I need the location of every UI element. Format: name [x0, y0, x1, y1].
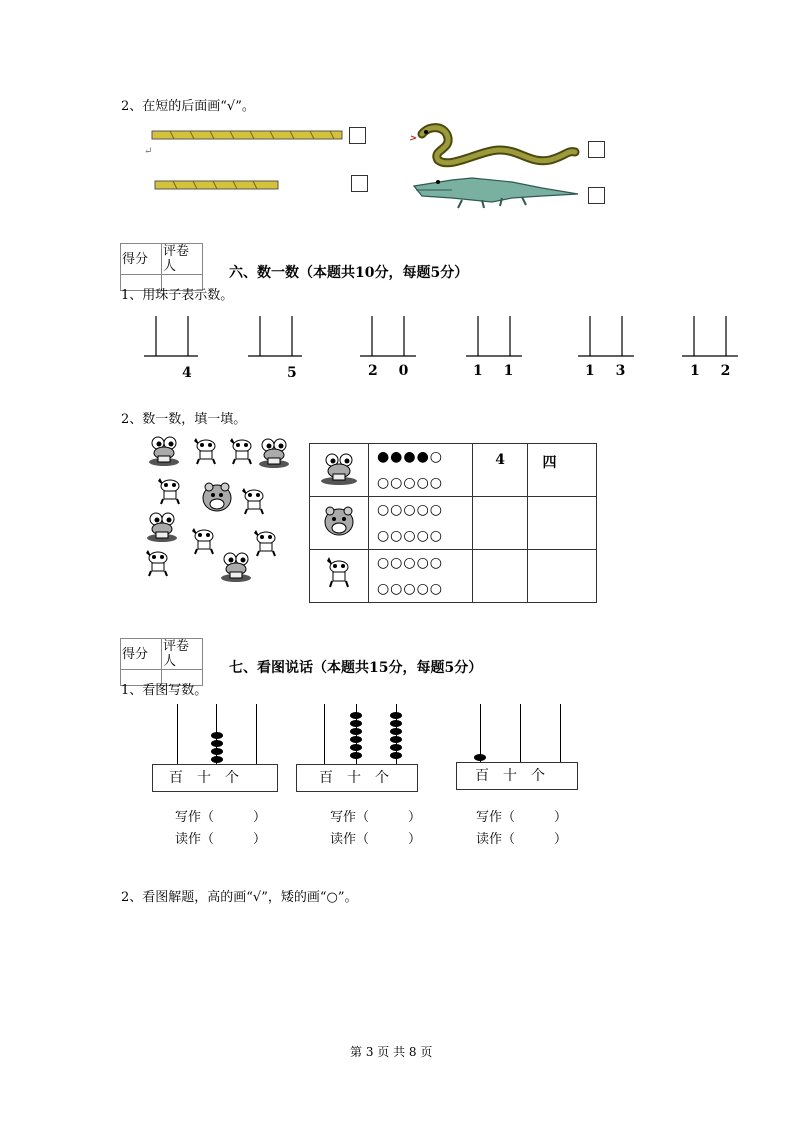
- table-row-animal: [310, 550, 369, 603]
- abacus-bead: [350, 744, 362, 751]
- abacus-bead: [350, 752, 362, 759]
- abacus-rod: [256, 704, 257, 764]
- abacus-bead: [350, 728, 362, 735]
- abacus-rod: [177, 704, 178, 764]
- dots-line: ○○○○○: [376, 555, 444, 571]
- chinese-answer-cell[interactable]: [528, 497, 597, 550]
- abacus-bead: [390, 744, 402, 751]
- abacus-rod: [520, 704, 521, 762]
- number-answer-cell[interactable]: 4: [472, 444, 528, 497]
- write-as-field[interactable]: 写作（ ）: [476, 810, 568, 825]
- abacus-rod: [560, 704, 561, 762]
- abacus-rod: [324, 704, 325, 764]
- section6-q2: 2、数一数，填一填。: [121, 412, 247, 427]
- abacus-bead: [390, 736, 402, 743]
- dots-line: ○○○○○: [376, 581, 444, 597]
- abacus-bead: [390, 712, 402, 719]
- bead-counters: [140, 312, 750, 360]
- dots-line: ○○○○○: [376, 502, 444, 518]
- dots-line: ●●●●○: [376, 449, 444, 465]
- abacus: [456, 700, 578, 793]
- abacus-bead: [390, 720, 402, 727]
- chinese-answer-cell[interactable]: [528, 550, 597, 603]
- chinese-answer-cell[interactable]: 四: [528, 444, 597, 497]
- bead-label: 1 2: [690, 363, 731, 379]
- section6-title: 六、数一数（本题共10分，每题5分）: [229, 265, 469, 281]
- bead-label: 4: [182, 365, 192, 381]
- number-answer-cell[interactable]: [472, 550, 528, 603]
- bead-label: 1 1: [473, 363, 514, 379]
- abacus-bead: [390, 728, 402, 735]
- abacus-bead: [350, 712, 362, 719]
- table-row-dots: [368, 497, 472, 550]
- short-rope-icon: [153, 178, 281, 192]
- checkbox-long-rope[interactable]: [349, 127, 366, 144]
- score-header-cell: 得分: [121, 639, 162, 670]
- question-short-text: 2、在短的后面画“√”。: [121, 99, 255, 114]
- score-header-cell: 得分: [121, 244, 162, 275]
- read-as-field[interactable]: 读作（ ）: [476, 832, 568, 847]
- table-row-animal: [310, 444, 369, 497]
- count-table: [309, 443, 597, 603]
- checkbox-snake[interactable]: [588, 141, 605, 158]
- return-mark-icon: ↵: [144, 146, 153, 157]
- abacus-bead: [211, 732, 223, 739]
- hamster-icon: [319, 503, 359, 539]
- table-row-dots: [368, 550, 472, 603]
- dots-line: ○○○○○: [376, 475, 444, 491]
- read-as-field[interactable]: 读作（ ）: [330, 832, 422, 847]
- abacus-bead: [211, 748, 223, 755]
- section7-title: 七、看图说话（本题共15分，每题5分）: [229, 660, 483, 676]
- table-row-animal: [310, 497, 369, 550]
- read-as-field[interactable]: 读作（ ）: [175, 832, 267, 847]
- table-row-dots: [368, 444, 472, 497]
- cow-icon: [319, 556, 359, 592]
- bead-label: 1 3: [585, 363, 626, 379]
- abacus-bead: [211, 756, 223, 763]
- dots-line: ○○○○○: [376, 528, 444, 544]
- checkbox-short-rope[interactable]: [351, 175, 368, 192]
- number-answer-cell[interactable]: [472, 497, 528, 550]
- bead-label: 2 0: [368, 363, 409, 379]
- write-as-field[interactable]: 写作（ ）: [330, 810, 422, 825]
- snake-icon: [410, 120, 580, 168]
- abacus: [296, 700, 418, 793]
- score-table-section6: [120, 243, 203, 291]
- grader-header-cell: 评卷人: [162, 244, 203, 275]
- abacus-place-labels: 百 十 个: [456, 762, 578, 790]
- abacus-bead: [211, 740, 223, 747]
- abacus: [152, 700, 278, 793]
- animal-cluster: [140, 432, 300, 582]
- frog-icon: [319, 450, 359, 486]
- abacus-bead: [390, 752, 402, 759]
- section7-q1: 1、看图写数。: [121, 683, 208, 698]
- abacus-place-labels: 百 十 个: [296, 764, 418, 792]
- section7-q2: 2、看图解题，高的画“√”，矮的画“○”。: [121, 890, 358, 905]
- section6-q1: 1、用珠子表示数。: [121, 288, 234, 303]
- bead-label: 5: [287, 365, 297, 381]
- abacus-bead: [350, 720, 362, 727]
- checkbox-crocodile[interactable]: [588, 187, 605, 204]
- page-number: 第 3 页 共 8 页: [350, 1045, 433, 1059]
- abacus-place-labels: 百 十 个: [152, 764, 278, 792]
- abacus-bead: [350, 736, 362, 743]
- score-table-section7: [120, 638, 203, 686]
- long-rope-icon: [150, 128, 345, 142]
- abacus-bead: [474, 754, 486, 761]
- crocodile-icon: [412, 172, 580, 210]
- write-as-field[interactable]: 写作（ ）: [175, 810, 267, 825]
- grader-header-cell: 评卷人: [162, 639, 203, 670]
